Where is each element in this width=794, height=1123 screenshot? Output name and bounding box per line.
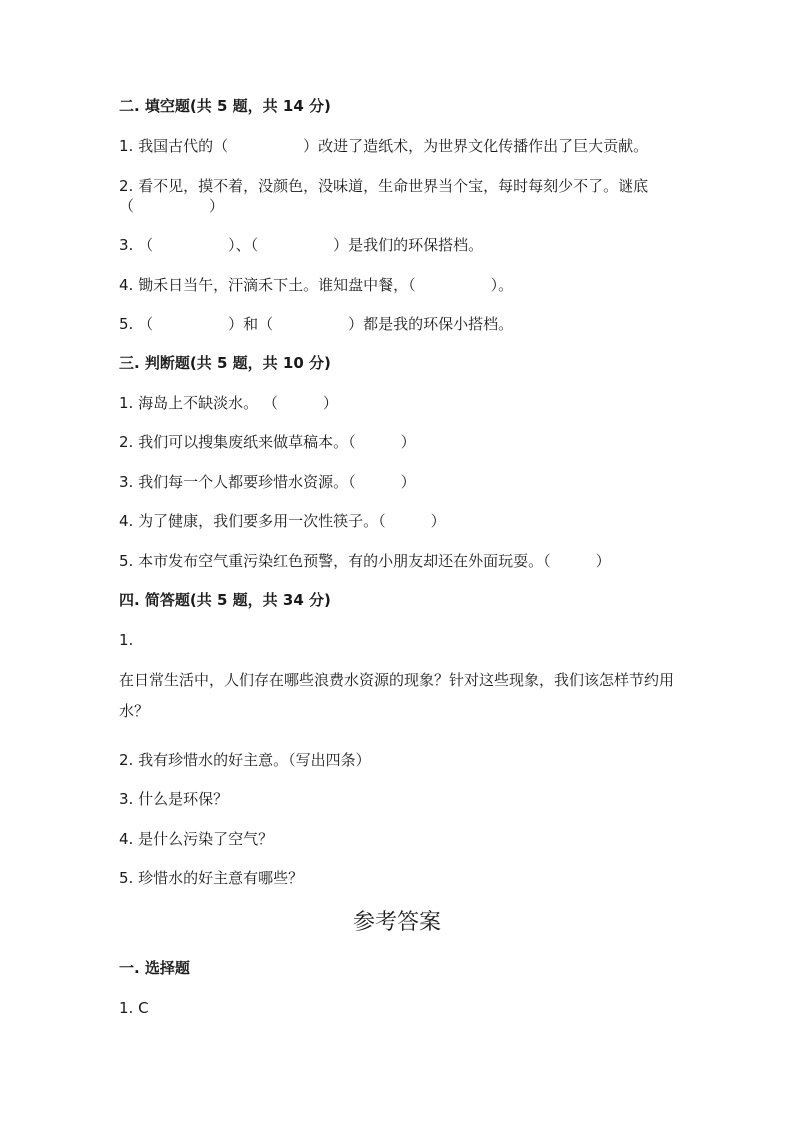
judge-question-4: 4. 为了健康，我们要多用一次性筷子。（ ） [119,512,446,530]
fill-question-5: 5. （ ）和（ ）都是我的环保小搭档。 [119,315,514,333]
answer-section-1-heading: 一. 选择题 [119,959,190,977]
short-question-4: 4. 是什么污染了空气？ [119,830,274,848]
judge-question-2: 2. 我们可以搜集废纸来做草稿本。（ ） [119,433,416,451]
short-question-5: 5. 珍惜水的好主意有哪些？ [119,869,304,887]
short-question-3: 3. 什么是环保？ [119,790,229,808]
fill-question-1: 1. 我国古代的（ ）改进了造纸术，为世界文化传播作出了巨大贡献。 [119,137,649,155]
judge-section-heading: 三. 判断题(共 5 题，共 10 分) [119,354,331,372]
fill-question-2: 2. 看不见，摸不着，没颜色，没味道，生命世界当个宝，每时每刻少不了。谜底（ ） [119,177,649,215]
judge-question-3: 3. 我们每一个人都要珍惜水资源。（ ） [119,473,416,491]
short-question-1-number: 1. [119,631,134,649]
short-section-heading: 四. 简答题(共 5 题，共 34 分) [119,591,331,609]
short-question-2: 2. 我有珍惜水的好主意。（写出四条） [119,751,371,769]
fill-question-3: 3. （ ）、（ ）是我们的环保搭档。 [119,236,484,254]
judge-question-5: 5. 本市发布空气重污染红色预警，有的小朋友却还在外面玩耍。（ ） [119,552,611,570]
fill-question-4: 4. 锄禾日当午，汗滴禾下土。谁知盘中餐，（ ）。 [119,276,514,294]
answer-1: 1. C [119,999,149,1017]
answer-key-title: 参考答案 [352,910,441,935]
short-question-1-text: 在日常生活中，人们存在哪些浪费水资源的现象？针对这些现象，我们该怎样节约用水？ [119,671,675,720]
fill-section-heading: 二. 填空题(共 5 题，共 14 分) [119,97,331,115]
judge-question-1: 1. 海岛上不缺淡水。 （ ） [119,394,338,412]
